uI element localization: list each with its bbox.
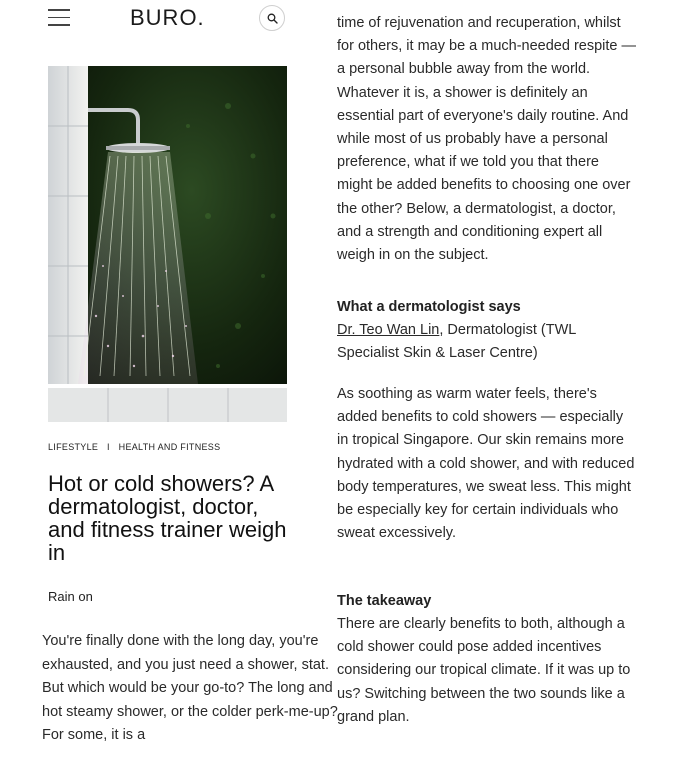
- expert-name-link[interactable]: Dr. Teo Wan Lin: [337, 322, 440, 338]
- article-intro: You're finally done with the long day, you're exhausted, and you just need a shower, stat. But which would be your go-to? The long and hot steamy shower, or the colder perk-me-up? For some, it is a: [42, 633, 338, 743]
- article-author: Rain on: [48, 589, 93, 604]
- category-health-fitness-link[interactable]: HEALTH AND FITNESS: [118, 442, 221, 452]
- section-heading-takeaway: The takeaway: [337, 593, 432, 609]
- search-icon: [267, 13, 278, 24]
- category-breadcrumb: [48, 442, 220, 452]
- hamburger-menu-icon[interactable]: [48, 9, 70, 29]
- body-paragraph-takeaway: There are clearly benefits to both, although a cold shower could pose added incentives considering our tropical climate. If it was up to us? Switching between the two sounds like a grand plan.: [337, 616, 631, 725]
- hero-image: [48, 66, 287, 422]
- section-heading-dermatologist: What a dermatologist says: [337, 299, 521, 315]
- body-paragraph-continued: time of rejuvenation and recuperation, whilst for others, it may be a much-needed respite — a personal bubble away from the world. Whatever it is, a shower is definitely an essential part of everyone's daily routine. And while most of us probably have a personal preference, what if we told you that there might be added benefits to choosing one over the other? Below, a dermatologist, a doctor, and a strength and conditioning expert all weigh in on the subject.: [337, 15, 637, 264]
- search-button[interactable]: [259, 5, 285, 31]
- expert-credit: [337, 319, 637, 365]
- category-separator: I: [107, 442, 110, 452]
- article-title: Hot or cold showers? A dermatologist, doctor, and fitness trainer weigh in: [48, 471, 287, 565]
- top-bar: [0, 0, 330, 50]
- shower-illustration: [48, 66, 287, 422]
- category-lifestyle-link[interactable]: LIFESTYLE: [48, 442, 99, 452]
- site-logo[interactable]: BURO.: [130, 5, 205, 30]
- body-paragraph-dermatologist: As soothing as warm water feels, there's added benefits to cold showers — especially in tropical Singapore. Our skin remains more hydrated with a cold shower, and with reduced body temperatures, we sweat less. This might be especially key for certain individuals who sweat excessively.: [337, 386, 635, 542]
- expert-role: , Dermatologist (TWL Specialist Skin & Laser Centre): [337, 322, 576, 362]
